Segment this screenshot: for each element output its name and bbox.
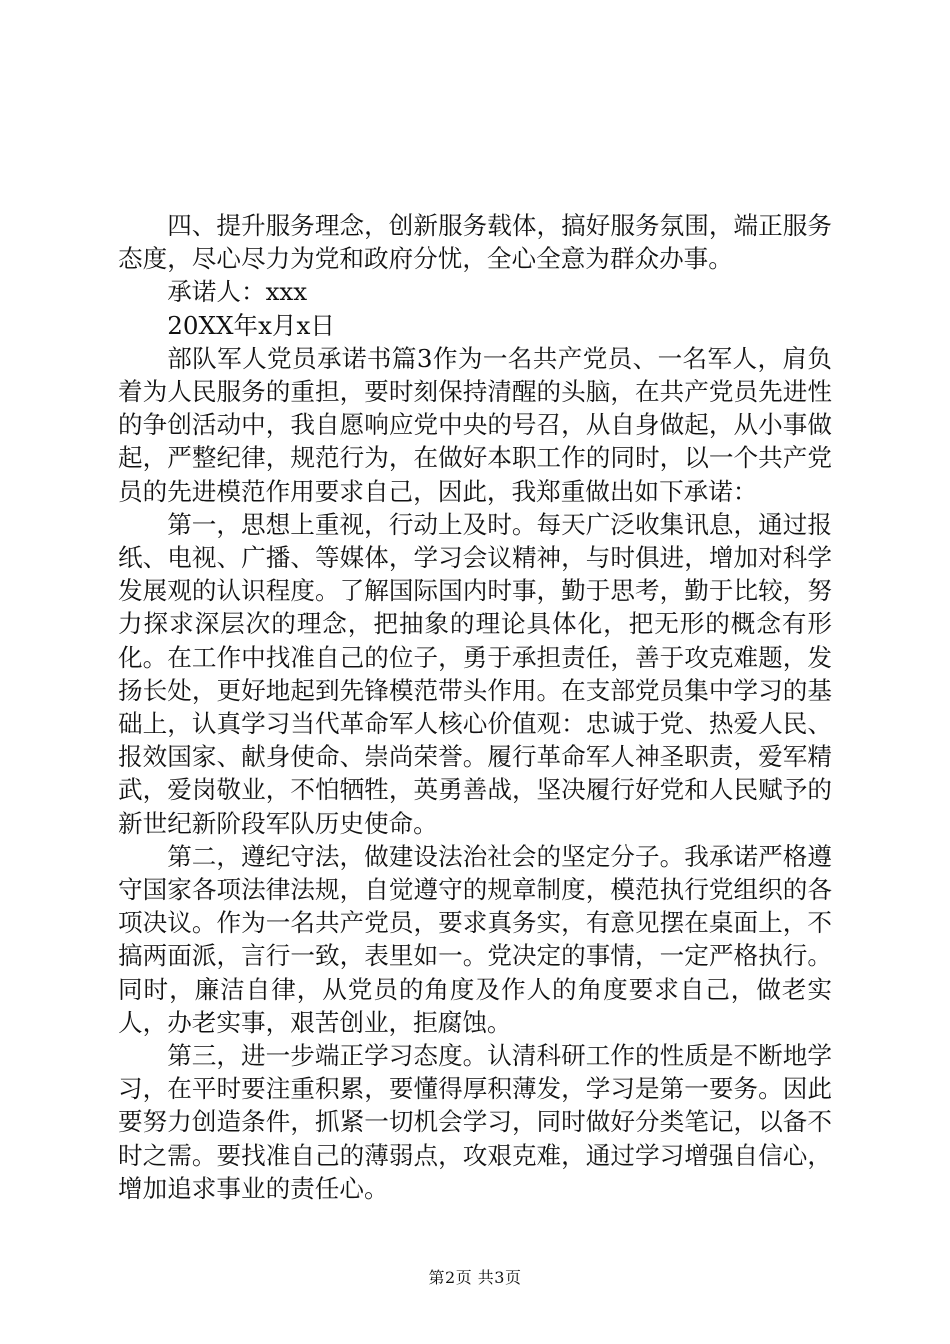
paragraph-pledge-intro: 部队军人党员承诺书篇3作为一名共产党员、一名军人，肩负着为人民服务的重担，要时刻保持清醒的头脑，在共产党员先进性的争创活动中，我自愿响应党中央的号召，从自身做起，从小事做起，严整纪律，规范行为，在做好本职工作的同时，以一个共产党员的先进模范作用要求自己，因此，我郑重做出如下承诺：	[118, 343, 832, 506]
pledger-line: 承诺人：xxx	[167, 277, 308, 307]
document-body	[118, 209, 832, 1205]
paragraph-third-pledge: 第三，进一步端正学习态度。认清科研工作的性质是不断地学习，在平时要注重积累，要懂得厚积薄发，学习是第一要务。因此要努力创造条件，抓紧一切机会学习，同时做好分类笔记，以备不时之需。要找准自己的薄弱点，攻艰克难，通过学习增强自信心，增加追求事业的责任心。	[118, 1041, 832, 1203]
page-number-footer: 第2页 共3页	[428, 1268, 522, 1287]
paragraph-second-pledge: 第二，遵纪守法，做建设法治社会的坚定分子。我承诺严格遵守国家各项法律法规，自觉遵守的规章制度，模范执行党组织的各项决议。作为一名共产党员，要求真务实，有意见摆在桌面上，不搞两面派，言行一致，表里如一。党决定的事情，一定严格执行。同时，廉洁自律，从党员的角度及作人的角度要求自己，做老实人，办老实事，艰苦创业，拒腐蚀。	[118, 841, 832, 1037]
date-line: 20XX年x月x日	[167, 310, 336, 340]
paragraph-first-pledge: 第一，思想上重视，行动上及时。每天广泛收集讯息，通过报纸、电视、广播、等媒体，学习会议精神，与时俱进，增加对科学发展观的认识程度。了解国际国内时事，勤于思考，勤于比较，努力探求深层次的理念，把抽象的理论具体化，把无形的概念有形化。在工作中找准自己的位子，勇于承担责任，善于攻克难题，发扬长处，更好地起到先锋模范带头作用。在支部党员集中学习的基础上，认真学习当代革命军人核心价值观：忠诚于党、热爱人民、报效国家、献身使命、崇尚荣誉。履行革命军人神圣职责，爱军精武，爱岗敬业，不怕牺牲，英勇善战，坚决履行好党和人民赋予的新世纪新阶段军队历史使命。	[118, 509, 832, 838]
paragraph-service-pledge: 四、提升服务理念，创新服务载体，搞好服务氛围，端正服务态度，尽心尽力为党和政府分忧，全心全意为群众办事。	[118, 211, 832, 274]
